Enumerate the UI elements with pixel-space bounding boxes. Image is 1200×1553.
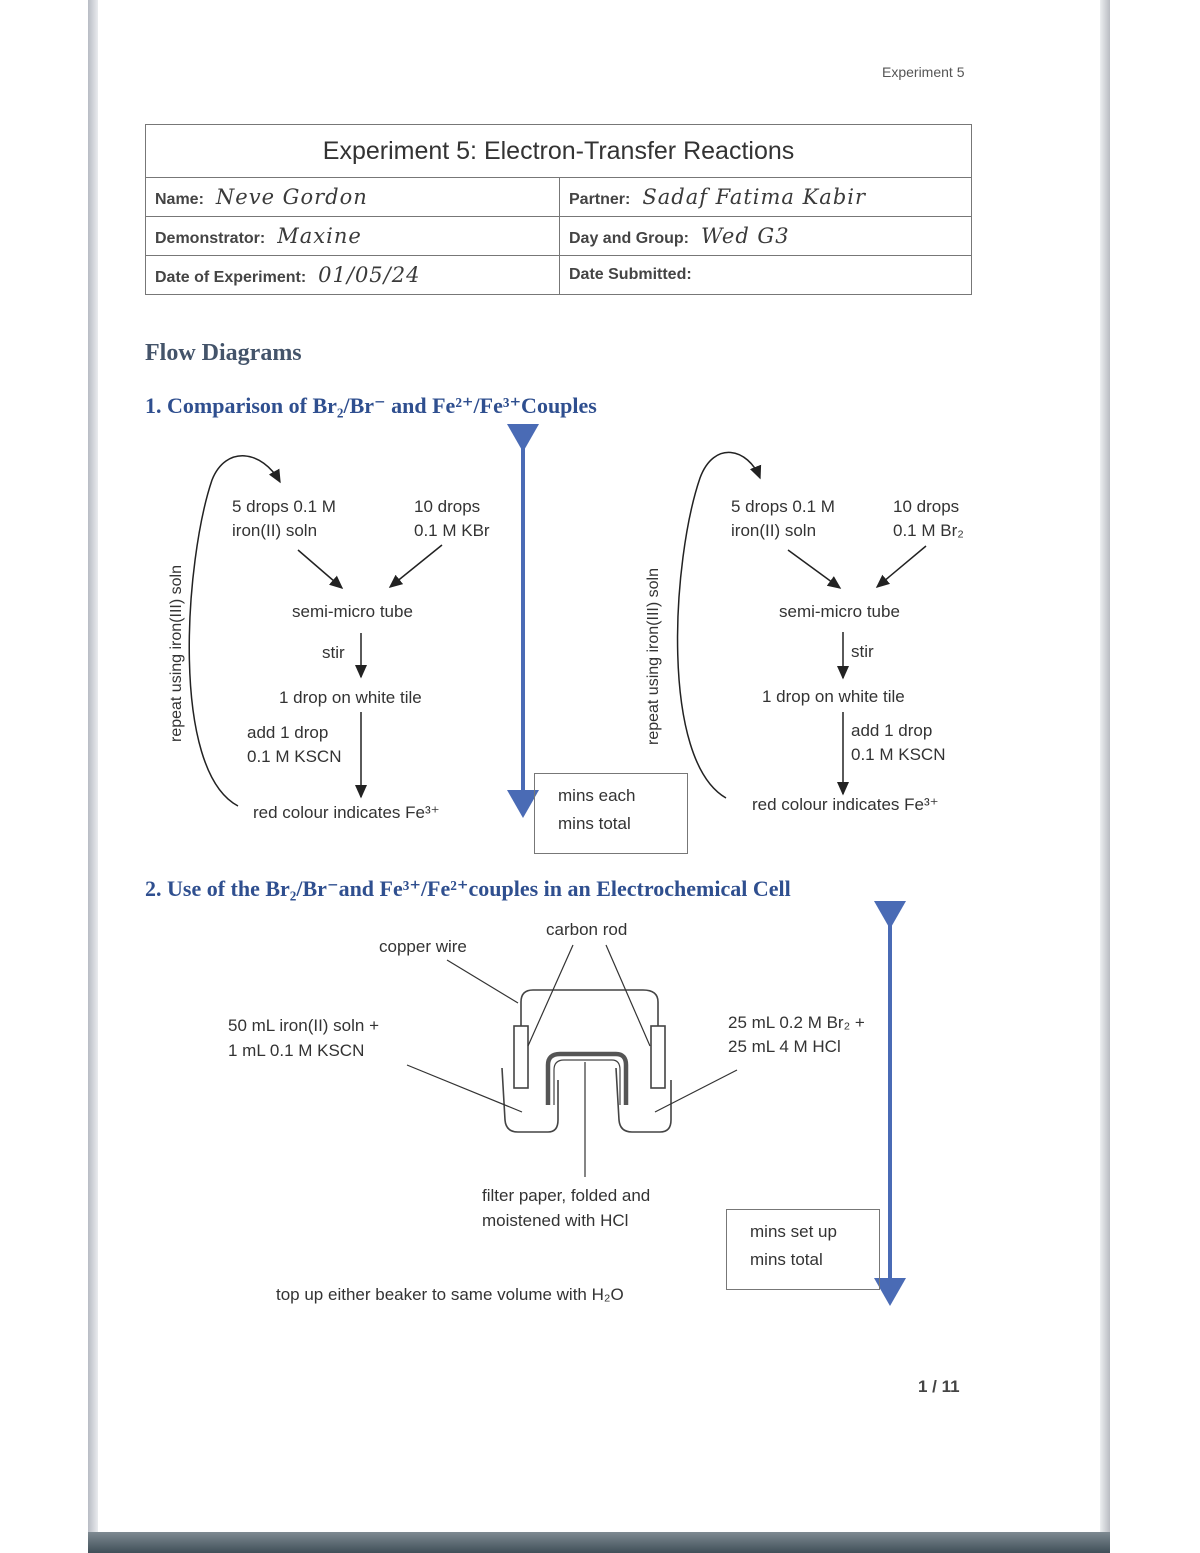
right-step-tile: 1 drop on white tile xyxy=(762,687,905,706)
copper-wire xyxy=(521,990,658,1026)
section1-heading: 1. Comparison of Br₂/Br⁻ and Fe²⁺/Fe³⁺Couples xyxy=(145,393,597,418)
right-repeat-label: repeat using iron(III) soln xyxy=(645,568,662,745)
section2-time-total: mins total xyxy=(750,1250,823,1269)
copper-wire-label: copper wire xyxy=(379,937,467,956)
right-solution-pointer xyxy=(655,1070,737,1112)
demonstrator-label: Demonstrator: xyxy=(155,230,266,247)
left-solution-pointer xyxy=(407,1065,522,1112)
right-step-add1: add 1 drop xyxy=(851,721,933,740)
right-arrow-br2 xyxy=(877,546,926,587)
left-input1-line1: 5 drops 0.1 M xyxy=(232,497,336,516)
electrochemical-cell-drawing xyxy=(502,990,671,1132)
right-result: red colour indicates Fe³⁺ xyxy=(752,795,939,814)
date-experiment-value: 01/05/24 xyxy=(318,263,421,287)
section2-heading: 2. Use of the Br₂/Br⁻and Fe³⁺/Fe²⁺couples in an Electrochemical Cell xyxy=(145,876,791,901)
filter-paper-line1: filter paper, folded and xyxy=(482,1186,651,1205)
left-solution-line1: 50 mL iron(II) soln + xyxy=(228,1016,380,1035)
right-solution-line2: 25 mL 4 M HCl xyxy=(728,1037,841,1056)
header-label: Experiment 5 xyxy=(882,64,965,80)
left-repeat-label: repeat using iron(III) soln xyxy=(168,565,185,742)
left-step-tube: semi-micro tube xyxy=(292,602,413,621)
page-number: 1 / 11 xyxy=(918,1377,960,1396)
partner-value: Sadaf Fatima Kabir xyxy=(642,185,867,209)
left-carbon-rod xyxy=(514,1026,528,1088)
name-value: Neve Gordon xyxy=(215,185,368,209)
left-step-stir: stir xyxy=(322,643,345,662)
partner-label: Partner: xyxy=(569,191,631,208)
flow-diagrams-heading: Flow Diagrams xyxy=(145,340,302,366)
left-step-add2: 0.1 M KSCN xyxy=(247,747,342,766)
copper-wire-pointer xyxy=(447,960,518,1003)
right-solution-line1: 25 mL 0.2 M Br₂ + xyxy=(728,1013,865,1032)
date-submitted-label: Date Submitted: xyxy=(569,266,692,283)
left-input1-line2: iron(II) soln xyxy=(232,521,318,540)
filter-paper-bridge xyxy=(548,1054,626,1105)
carbon-rod-label: carbon rod xyxy=(546,920,628,939)
right-step-add2: 0.1 M KSCN xyxy=(851,745,946,764)
section2-time-box xyxy=(726,1209,880,1290)
section2-time-setup: mins set up xyxy=(750,1222,837,1241)
right-input1-line2: iron(II) soln xyxy=(731,521,817,540)
left-input2-line1: 10 drops xyxy=(414,497,481,516)
experiment-title: Experiment 5: Electron-Transfer Reactions xyxy=(146,125,972,178)
name-label: Name: xyxy=(155,191,204,208)
filter-paper-line2: moistened with HCl xyxy=(482,1211,629,1230)
left-input2-line2: 0.1 M KBr xyxy=(414,521,490,540)
carbon-rod-pointer-left xyxy=(528,945,573,1046)
left-solution-line2: 1 mL 0.1 M KSCN xyxy=(228,1041,365,1060)
right-input2-line1: 10 drops xyxy=(893,497,960,516)
section1-time-total: mins total xyxy=(558,814,631,833)
right-carbon-rod xyxy=(651,1026,665,1088)
left-step-tile: 1 drop on white tile xyxy=(279,688,422,707)
carbon-rod-pointer-right xyxy=(606,945,650,1046)
section1-time-box xyxy=(534,773,688,854)
left-step-add1: add 1 drop xyxy=(247,723,329,742)
section1-time-each: mins each xyxy=(558,786,636,805)
top-up-instruction: top up either beaker to same volume with H₂O xyxy=(276,1285,624,1304)
left-arrow-kbr xyxy=(390,545,442,587)
day-group-label: Day and Group: xyxy=(569,230,690,247)
day-group-value: Wed G3 xyxy=(701,224,790,248)
demonstrator-value: Maxine xyxy=(277,224,362,248)
right-arrow-iron xyxy=(788,550,840,588)
right-step-stir: stir xyxy=(851,642,874,661)
date-experiment-label: Date of Experiment: xyxy=(155,269,307,286)
right-input2-line2: 0.1 M Br₂ xyxy=(893,521,964,540)
right-input1-line1: 5 drops 0.1 M xyxy=(731,497,835,516)
right-step-tube: semi-micro tube xyxy=(779,602,900,621)
left-arrow-iron xyxy=(298,550,342,588)
left-result: red colour indicates Fe³⁺ xyxy=(253,803,440,822)
